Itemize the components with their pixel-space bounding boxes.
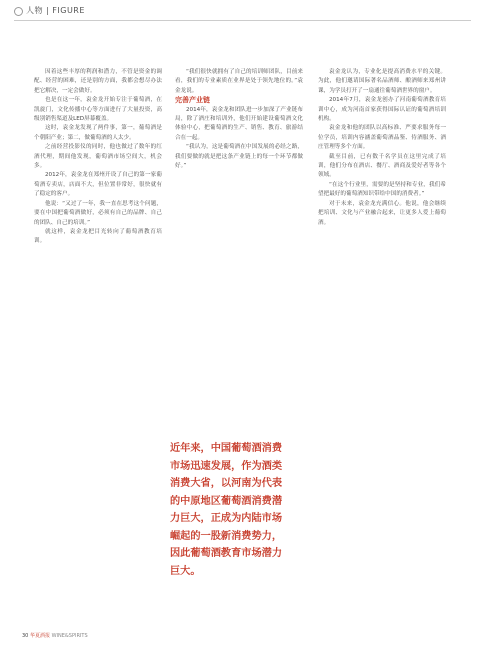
paragraph: “我认为，这是葡萄酒在中国发展的必经之路，我们要做的就是把这条产业链上的每一个环节都做好。” — [175, 144, 303, 170]
page-header — [0, 0, 485, 24]
page-footer — [22, 632, 88, 639]
paragraph: 袁金龙认为，专业化是提高消费水平的关键。为此，他们邀请国际著名品酒师、酿酒师来郑州讲课，为学员打开了一扇通往葡萄酒世界的窗户。 — [318, 69, 446, 94]
column-2 — [175, 68, 303, 171]
pull-quote-line: 市场迅速发展，作为酒类 — [170, 460, 283, 472]
paragraph: 2014年，袁金龙和团队进一步加深了产业链布局，除了酒庄和培训外，他们开始建设葡萄酒文化体验中心，把葡萄酒的生产、销售、教育、旅游结合在一起。 — [175, 106, 303, 141]
page-number: 30 — [22, 633, 29, 639]
paragraph: 这时，袁金龙发现了两件事，第一，葡萄酒是个朝阳产业；第二，做葡萄酒的人太少。 — [34, 125, 162, 141]
publication-subtitle: WINE&SPIRITS — [51, 633, 88, 639]
paragraph: 袁金龙和他的团队以高标准、严要求服务每一位学员，培训内容涵盖葡萄酒品鉴、侍酒服务、酒庄管理等多个方面。 — [318, 125, 446, 151]
column-1 — [34, 68, 162, 247]
pull-quote-line: 的中原地区葡萄酒消费潜 — [170, 495, 283, 507]
paragraph: “我们很快就拥有了自己的培训师团队，目前来看，我们的专业素质在业界是处于领先地位的。”袁金龙说。 — [175, 69, 303, 94]
pull-quote — [170, 440, 312, 580]
paragraph: 截至目前，已有数千名学员在这里完成了培训，他们分布在酒店、餐厅、酒商及爱好者等各个领域。 — [318, 153, 446, 179]
paragraph: 也是在这一年，袁金龙开始专注于葡萄酒，在凯旋门，文化传播中心等方面进行了大量投资，高级别销售渠道及LED屏幕覆盖。 — [34, 97, 162, 123]
paragraph: “在这个行业里，需要的是坚持和专业，我们希望把最好的葡萄酒知识带给中国的消费者。” — [318, 181, 446, 198]
pull-quote-line: 力巨大，正成为内陆市场 — [170, 513, 283, 524]
paragraph: 2012年，袁金龙在郑州开设了自己的第一家葡萄酒专卖店，店面不大，但位置非常好，很快就有了稳定的客户。 — [34, 172, 162, 198]
paragraph: 2014年7月，袁金龙创办了河南葡萄酒教育培训中心，成为河南首家获得国际认证的葡萄酒培训机构。 — [318, 97, 446, 123]
paragraph: 因着这些丰厚的利润和潜力，不管是资金的调配、经营的困难，还是别的方面，我都会想尽办法把它解决，一定会做好。 — [34, 69, 162, 94]
section-bullet-icon — [14, 7, 23, 16]
paragraph: 对于未来，袁金龙充满信心。他说，他会继续把培训、文化与产业融合起来，让更多人爱上葡萄酒。 — [318, 200, 446, 226]
pull-quote-line: 崛起的一股新消费势力， — [170, 530, 283, 542]
pull-quote-line: 巨大。 — [170, 565, 201, 577]
section-subheading: 完善产业链 — [175, 96, 210, 105]
paragraph: 就这样，袁金龙把目光转向了葡萄酒教育培训。 — [34, 228, 162, 245]
publication-name: 华夏酒报 — [29, 633, 50, 639]
pull-quote-line: 近年来，中国葡萄酒消费 — [170, 443, 283, 454]
section-label: 人物 | FIGURE — [26, 6, 85, 15]
paragraph: 他说：“又过了一年，我一直在思考这个问题，要在中国把葡萄酒做好，必须有自己的品牌、自己的团队、自己的培训。” — [34, 200, 162, 226]
column-3 — [318, 68, 446, 228]
pull-quote-line: 消费大省，以河南为代表 — [170, 478, 283, 489]
header-rule — [14, 20, 471, 21]
pull-quote-line: 因此葡萄酒教育市场潜力 — [170, 548, 283, 559]
paragraph: 之前经营投影仪的同时，他也做过了数年的红酒代理，期间他发现，葡萄酒市场空间大，机会多。 — [34, 144, 162, 170]
